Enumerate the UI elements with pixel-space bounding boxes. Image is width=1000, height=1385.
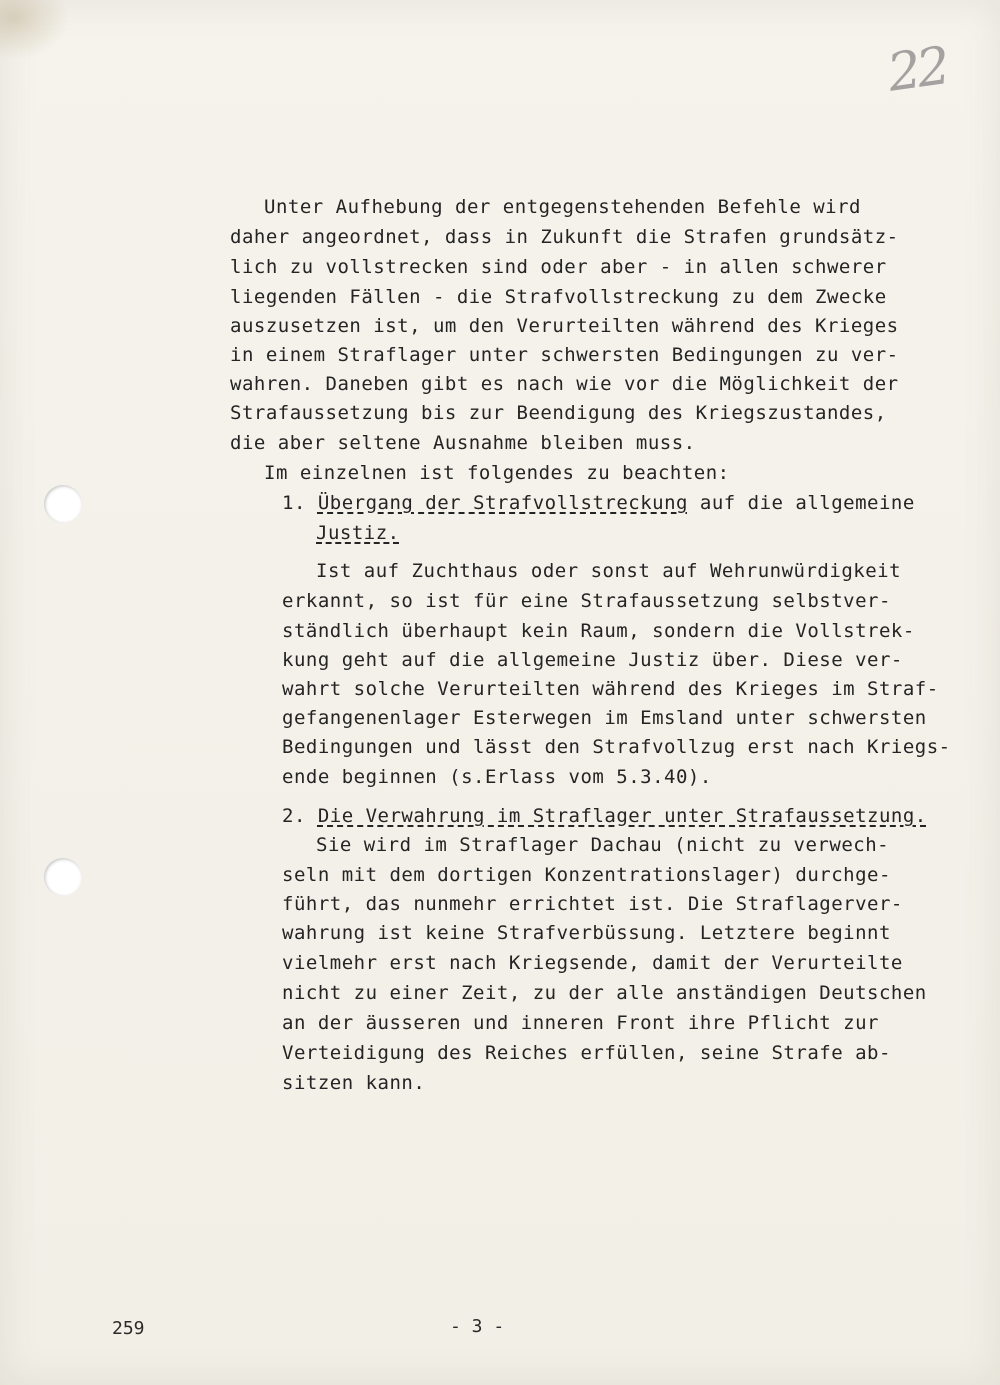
section-1-heading — [282, 490, 915, 516]
text-line: Strafaussetzung bis zur Beendigung des Kriegszustandes, — [230, 402, 887, 424]
text-line: erkannt, so ist für eine Strafaussetzung selbstver- — [282, 590, 891, 612]
text-line: ständlich überhaupt kein Raum, sondern die Vollstrek- — [282, 620, 915, 642]
section-heading-rest: auf die allgemeine — [687, 492, 915, 514]
section-number: 2. — [282, 805, 306, 827]
section-2-heading — [282, 803, 927, 829]
text-line: vielmehr erst nach Kriegsende, damit der Verurteilte — [282, 952, 903, 974]
handwritten-folio-number: 22 — [884, 36, 951, 104]
section-heading-underlined: Übergang der Strafvollstreckung — [317, 492, 688, 514]
text-line: nicht zu einer Zeit, zu der alle anständigen Deutschen — [282, 982, 927, 1004]
text-line: wahrung ist keine Strafverbüssung. Letztere beginnt — [282, 922, 891, 944]
text-line: ende beginnen (s.Erlass vom 5.3.40). — [282, 766, 712, 788]
section-number: 1. — [282, 492, 306, 514]
paper-stain — [0, 0, 70, 60]
text-line: sitzen kann. — [282, 1072, 426, 1094]
section-heading-underlined: Die Verwahrung im Straflager unter Strafaussetzung. — [317, 805, 927, 827]
text-line: wahrt solche Verurteilten während des Krieges im Straf- — [282, 678, 939, 700]
text-line: in einem Straflager unter schwersten Bedingungen zu ver- — [230, 344, 899, 366]
text-line: gefangenenlager Esterwegen im Emsland unter schwersten — [282, 707, 927, 729]
text-line: liegenden Fällen - die Strafvollstreckung zu dem Zwecke — [230, 286, 887, 308]
text-line: seln mit dem dortigen Konzentrationslager) durchge- — [282, 864, 891, 886]
punch-hole-upper — [44, 485, 82, 523]
text-line: auszusetzen ist, um den Verurteilten während des Krieges — [230, 315, 899, 337]
text-line: kung geht auf die allgemeine Justiz über. Diese ver- — [282, 649, 903, 671]
text-line: wahren. Daneben gibt es nach wie vor die Möglichkeit der — [230, 373, 899, 395]
section-1-heading-cont — [316, 520, 400, 546]
section-heading-underlined: Justiz. — [316, 522, 400, 544]
text-line: daher angeordnet, dass in Zukunft die Strafen grundsätz- — [230, 226, 899, 248]
text-line: die aber seltene Ausnahme bleiben muss. — [230, 432, 696, 454]
document-number: 259 — [112, 1318, 145, 1339]
text-line: Sie wird im Straflager Dachau (nicht zu verwech- — [316, 834, 890, 856]
text-line: führt, das nunmehr errichtet ist. Die Straflagerver- — [282, 893, 903, 915]
text-line: lich zu vollstrecken sind oder aber - in allen schwerer — [230, 256, 887, 278]
text-line: Unter Aufhebung der entgegenstehenden Befehle wird — [264, 196, 861, 218]
text-line: an der äusseren und inneren Front ihre Pflicht zur — [282, 1012, 879, 1034]
text-line: Verteidigung des Reiches erfüllen, seine Strafe ab- — [282, 1042, 891, 1064]
text-line: Ist auf Zuchthaus oder sonst auf Wehrunwürdigkeit — [316, 560, 902, 582]
page-number: - 3 - — [450, 1316, 505, 1337]
punch-hole-lower — [44, 858, 82, 896]
text-line: Bedingungen und lässt den Strafvollzug erst nach Kriegs- — [282, 736, 951, 758]
intro-line: Im einzelnen ist folgendes zu beachten: — [264, 462, 730, 484]
